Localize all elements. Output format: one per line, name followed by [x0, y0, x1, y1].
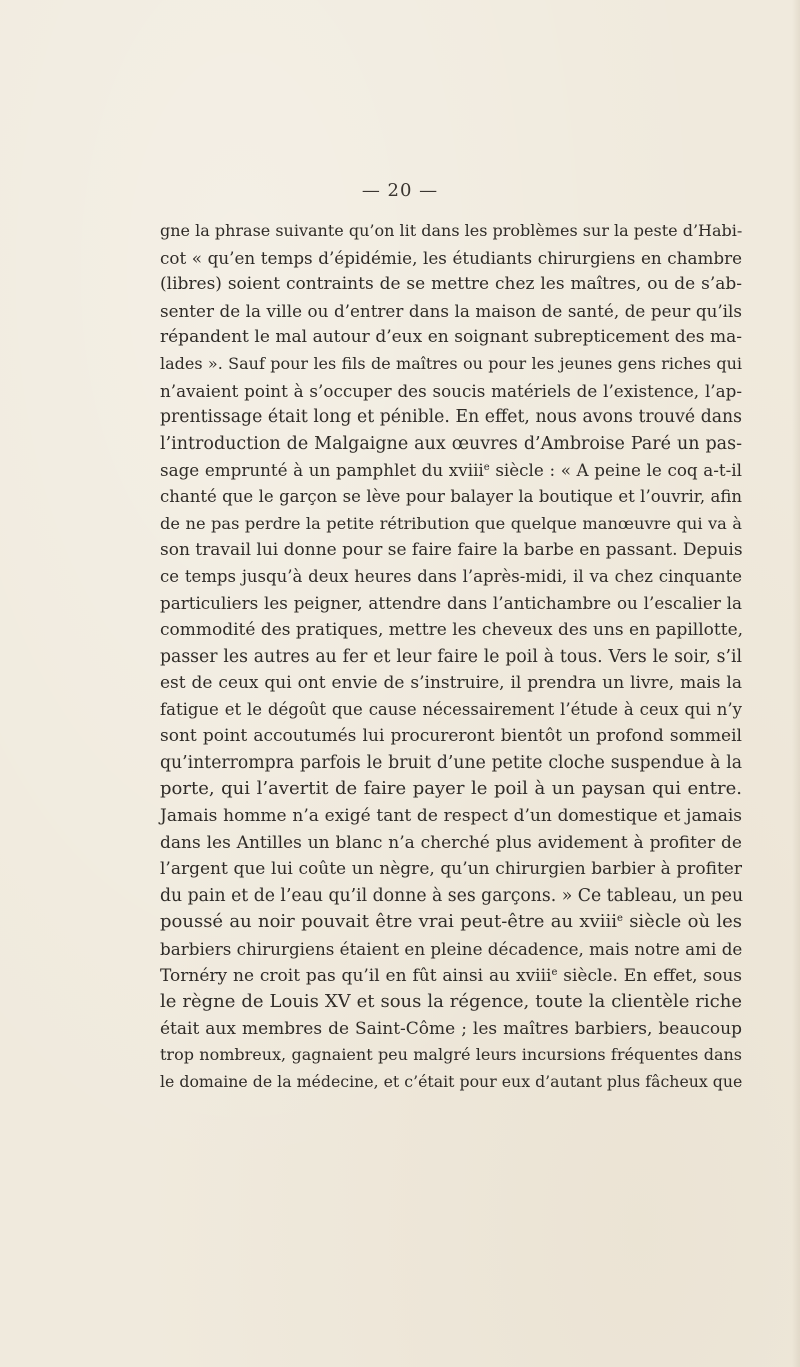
text-line: gne la phrase suivante qu’on lit dans les problèmes sur la peste d’Habi-	[160, 221, 743, 240]
text-line: son travail lui donne pour se faire faire la barbe en passant. Depuis	[160, 540, 743, 561]
text-line: fatigue et le dégoût que cause nécessairement l’étude à ceux qui n’y	[160, 699, 742, 719]
text-line: ce temps jusqu’à deux heures dans l’après-midi, il va chez cinquante	[160, 566, 742, 586]
text-line: dans les Antilles un blanc n’a cherché plus avidement à profiter de	[160, 832, 742, 853]
text-line: commodité des pratiques, mettre les cheveux des uns en papillotte,	[160, 619, 744, 640]
text-line: le domaine de la médecine, et c’était pour eux d’autant plus fâcheux que	[160, 1072, 743, 1091]
text-line: senter de la ville ou d’entrer dans la maison de santé, de peur qu’ils	[160, 300, 742, 321]
page-number: — 20 —	[361, 180, 439, 201]
page-edge-shadow	[792, 0, 800, 1367]
text-line: du pain et de l’eau qu’il donne à ses garçons. » Ce tableau, un peu	[160, 885, 744, 906]
text-line: poussé au noir pouvait être vrai peut-être au xviii$^e$ siècle où les	[160, 911, 742, 933]
text-line: prentissage était long et pénible. En effet, nous avons trouvé dans	[160, 407, 742, 428]
text-line: (libres) soient contraints de se mettre chez les maîtres, ou de s’ab-	[160, 274, 742, 295]
text-line: passer les autres au fer et leur faire le poil à tous. Vers le soir, s’il	[160, 646, 742, 667]
text-line: sage emprunté à un pamphlet du xviii$^e$ siècle : « A peine le coq a-t-il	[160, 460, 742, 481]
body-text	[160, 218, 742, 1096]
text-line: sont point accoutumés lui procureront bientôt un profond sommeil	[160, 726, 742, 747]
text-line: est de ceux qui ont envie de s’instruire, il prendra un livre, mais la	[160, 673, 742, 694]
text-line: l’introduction de Malgaigne aux œuvres d’Ambroise Paré un pas-	[160, 433, 742, 454]
text-line: porte, qui l’avertit de faire payer le poil à un paysan qui entre.	[160, 778, 742, 800]
text-line: particuliers les peigner, attendre dans l’antichambre ou l’escalier la	[160, 593, 742, 614]
text-line: répandent le mal autour d’eux en soignant subrepticement des ma-	[160, 327, 742, 348]
text-line: qu’interrompra parfois le bruit d’une petite cloche suspendue à la	[160, 752, 742, 773]
text-line: cot « qu’en temps d’épidémie, les étudiants chirurgiens en chambre	[160, 247, 742, 268]
text-line: trop nombreux, gagnaient peu malgré leurs incursions fréquentes dans	[160, 1045, 742, 1065]
text-line: était aux membres de Saint-Côme ; les maîtres barbiers, beaucoup	[160, 1018, 742, 1039]
text-line: chanté que le garçon se lève pour balayer la boutique et l’ouvrir, afin	[160, 486, 742, 506]
text-line: Tornéry ne croit pas qu’il en fût ainsi au xviii$^e$ siècle. En effet, sous	[160, 965, 742, 986]
text-line: Jamais homme n’a exigé tant de respect d’un domestique et jamais	[160, 806, 742, 827]
text-line: le règne de Louis XV et sous la régence, toute la clientèle riche	[160, 991, 742, 1013]
text-line: barbiers chirurgiens étaient en pleine décadence, mais notre ami de	[160, 939, 743, 960]
text-line: lades ». Sauf pour les fils de maîtres ou pour les jeunes gens riches qui	[160, 353, 742, 373]
text-line: l’argent que lui coûte un nègre, qu’un chirurgien barbier à profiter	[160, 859, 742, 880]
text-line: de ne pas perdre la petite rétribution que quelque manœuvre qui va à	[160, 513, 742, 533]
text-line: n’avaient point à s’occuper des soucis matériels de l’existence, l’ap-	[160, 380, 742, 401]
